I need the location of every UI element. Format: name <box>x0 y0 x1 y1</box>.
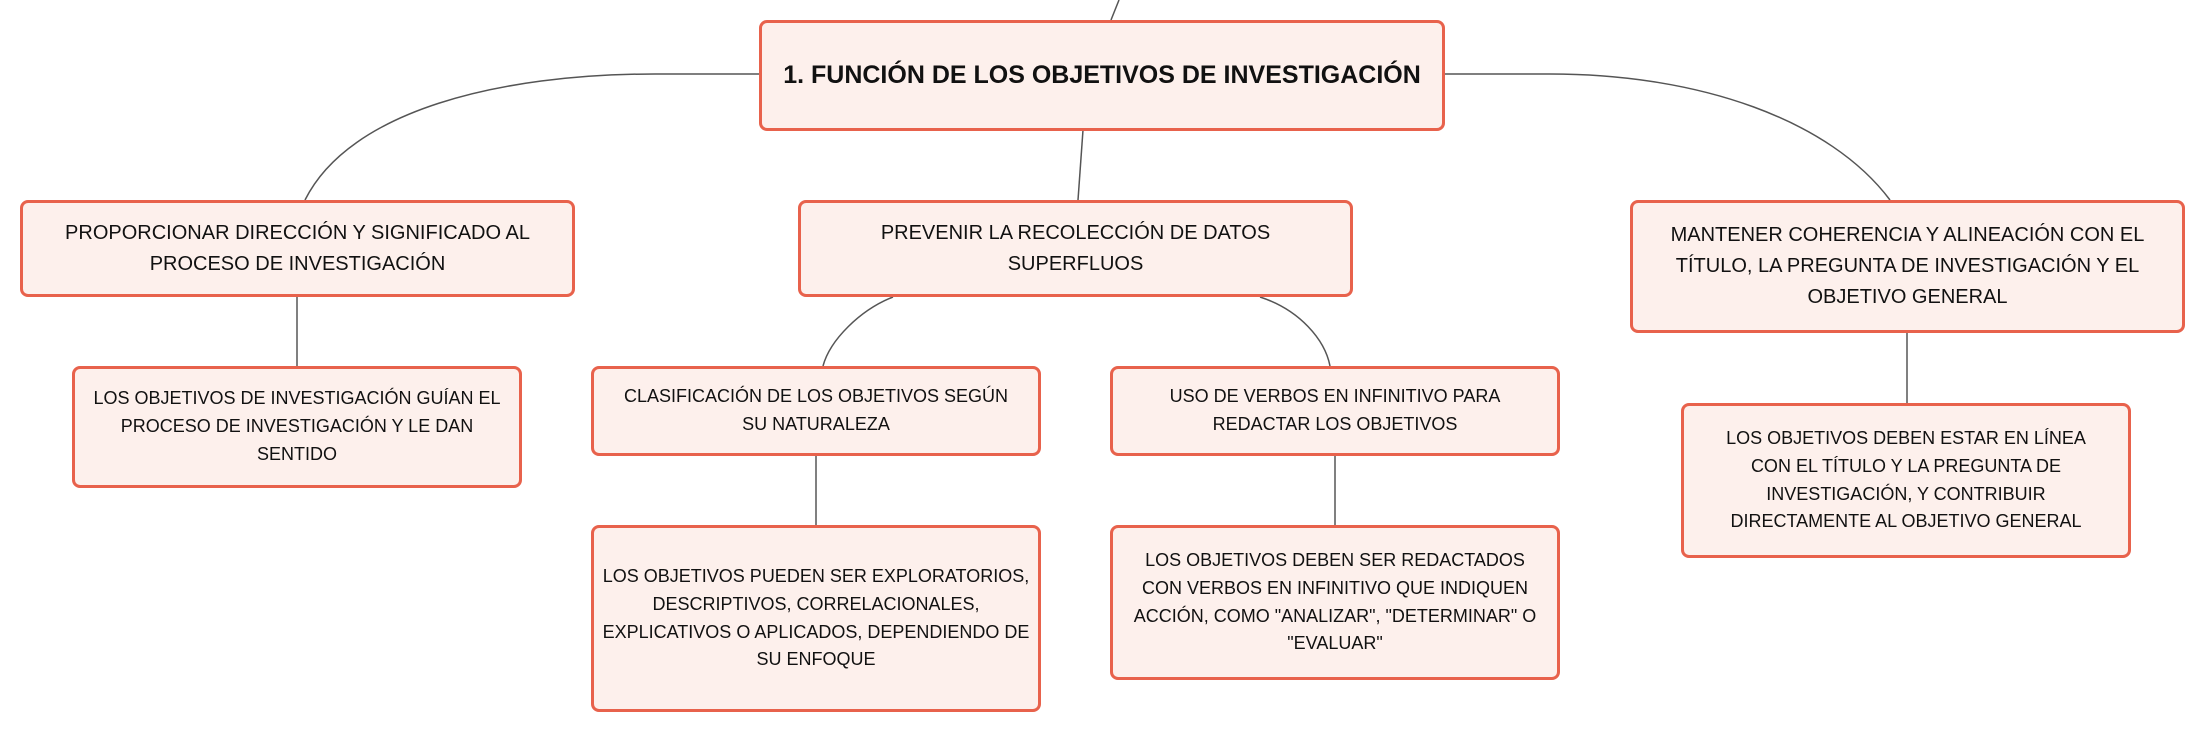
connector-root-to-branch-center <box>1078 130 1083 200</box>
leaf-node-infinitive-examples-label: LOS OBJETIVOS DEBEN SER REDACTADOS CON VERBOS EN INFINITIVO QUE INDIQUEN ACCIÓN, COMO "ANALIZAR", "DETERMINAR" O "EVALUAR" <box>1133 549 1537 654</box>
leaf-node-guide-process[interactable] <box>72 366 522 488</box>
sub-node-classification-label: CLASIFICACIÓN DE LOS OBJETIVOS SEGÚN SU NATURALEZA <box>623 386 1009 434</box>
connector-root-to-branch-right <box>1445 74 1890 200</box>
sub-node-classification[interactable] <box>591 366 1041 456</box>
connector-incoming-root <box>1111 0 1119 20</box>
sub-node-infinitive-verbs[interactable] <box>1110 366 1560 456</box>
branch-node-coherence-label: MANTENER COHERENCIA Y ALINEACIÓN CON EL TÍTULO, LA PREGUNTA DE INVESTIGACIÓN Y EL OBJETIVO GENERAL <box>1670 224 2145 308</box>
sub-node-infinitive-verbs-label: USO DE VERBOS EN INFINITIVO PARA REDACTAR LOS OBJETIVOS <box>1169 386 1501 434</box>
leaf-node-objective-types-label: LOS OBJETIVOS PUEDEN SER EXPLORATORIOS, DESCRIPTIVOS, CORRELACIONALES, EXPLICATIVOS O APLICADOS, DEPENDIENDO DE SU ENFOQUE <box>602 565 1030 670</box>
branch-node-direction-label: PROPORCIONAR DIRECCIÓN Y SIGNIFICADO AL PROCESO DE INVESTIGACIÓN <box>65 221 530 275</box>
root-node[interactable] <box>759 20 1445 131</box>
branch-node-prevent-data-label: PREVENIR LA RECOLECCIÓN DE DATOS SUPERFLUOS <box>880 221 1271 275</box>
branch-node-prevent-data[interactable] <box>798 200 1353 297</box>
connector-root-to-branch-left <box>305 74 759 200</box>
branch-node-coherence[interactable] <box>1630 200 2185 333</box>
leaf-node-infinitive-examples[interactable] <box>1110 525 1560 680</box>
leaf-node-alignment-label: LOS OBJETIVOS DEBEN ESTAR EN LÍNEA CON EL TÍTULO Y LA PREGUNTA DE INVESTIGACIÓN, Y CONTRIBUIR DIRECTAMENTE AL OBJETIVO GENERAL <box>1726 427 2086 532</box>
leaf-node-alignment[interactable] <box>1681 403 2131 558</box>
leaf-node-guide-process-label: LOS OBJETIVOS DE INVESTIGACIÓN GUÍAN EL PROCESO DE INVESTIGACIÓN Y LE DAN SENTIDO <box>93 388 501 464</box>
connector-center-to-classification <box>823 297 893 366</box>
leaf-node-objective-types[interactable] <box>591 525 1041 712</box>
connector-center-to-verbs <box>1260 297 1330 366</box>
branch-node-direction[interactable] <box>20 200 575 297</box>
root-node-label: 1. FUNCIÓN DE LOS OBJETIVOS DE INVESTIGACIÓN <box>783 60 1421 89</box>
